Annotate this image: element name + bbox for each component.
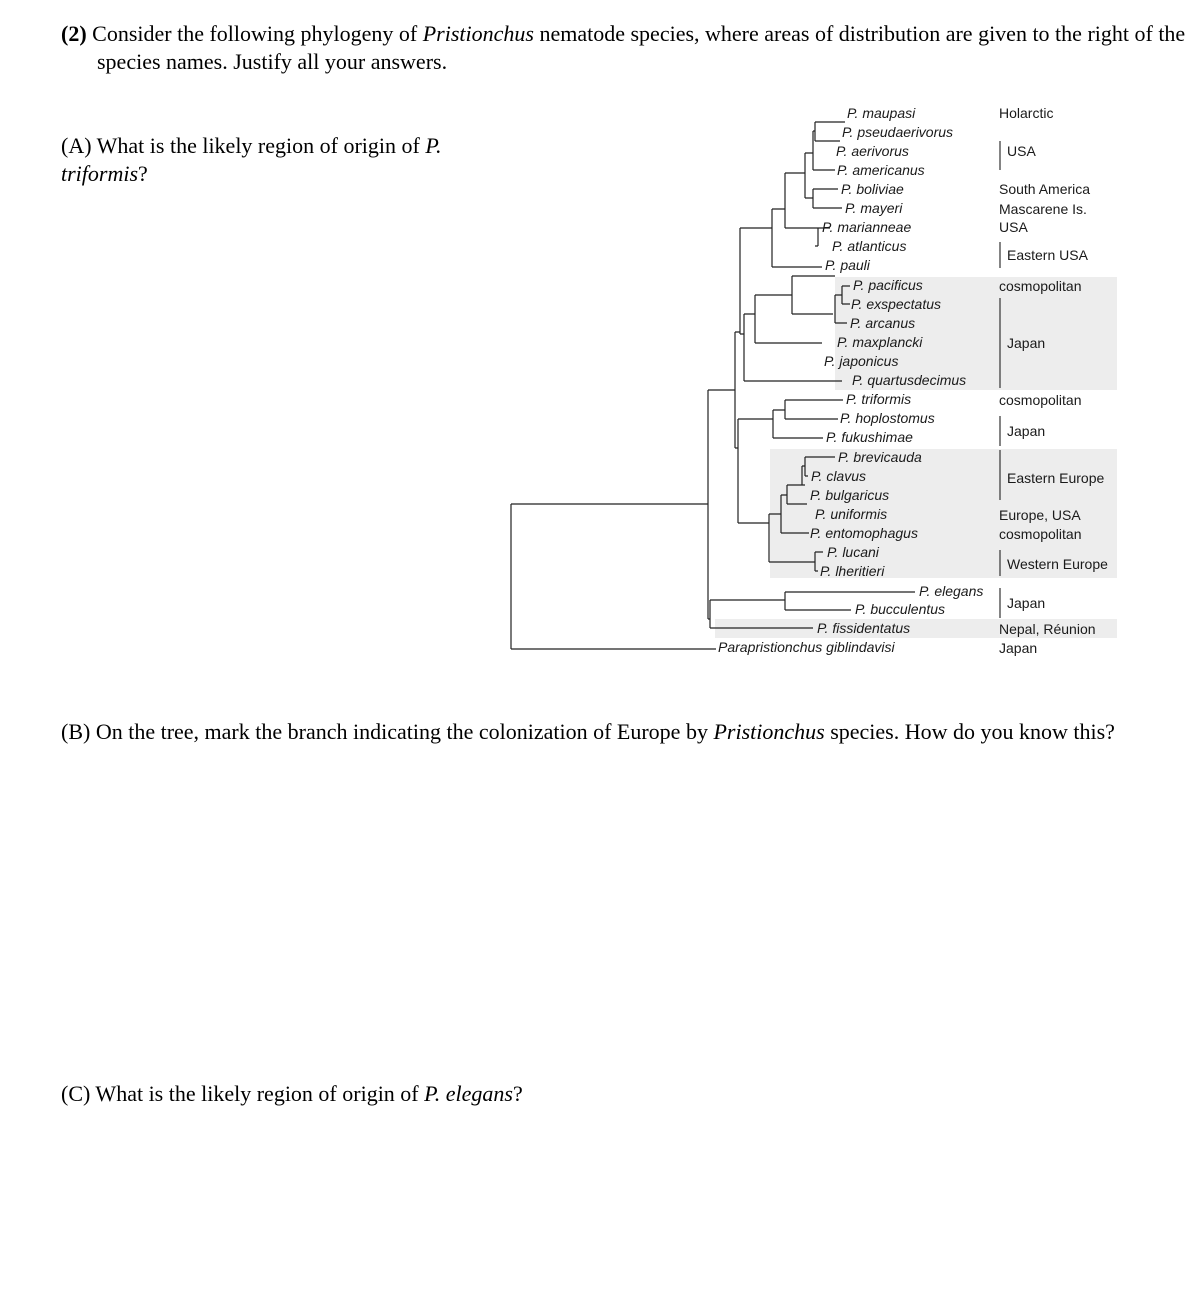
taxon-label: P. pauli <box>825 257 870 273</box>
region-label: South America <box>999 181 1091 197</box>
region-label: Japan <box>999 640 1038 656</box>
phylogeny-tree <box>505 98 1125 663</box>
taxon-label: P. elegans <box>919 583 984 599</box>
taxon-label: P. boliviae <box>841 181 904 197</box>
region-label: Eastern Europe <box>1007 470 1105 486</box>
taxon-label: P. marianneae <box>822 219 912 235</box>
taxon-label: P. maxplancki <box>837 334 923 350</box>
region-label: Japan <box>1007 335 1046 351</box>
region-label: cosmopolitan <box>999 526 1082 542</box>
taxon-label: Parapristionchus giblindavisi <box>718 639 895 655</box>
region-label: USA <box>1007 143 1036 159</box>
taxon-label: P. mayeri <box>845 200 903 216</box>
taxon-label: P. pacificus <box>853 277 923 293</box>
taxon-label: P. lheritieri <box>820 563 885 579</box>
taxon-label: P. japonicus <box>824 353 899 369</box>
region-label: cosmopolitan <box>999 278 1082 294</box>
region-label: Europe, USA <box>999 507 1081 523</box>
taxon-label: P. arcanus <box>850 315 916 331</box>
qb-genus: Pristionchus <box>713 719 825 744</box>
taxon-label: P. uniformis <box>815 506 888 522</box>
region-label: Western Europe <box>1007 556 1108 572</box>
question-b: (B) On the tree, mark the branch indicating the colonization of Europe by Pristionchus species. How do you know this? <box>61 719 1115 744</box>
region-label: Nepal, Réunion <box>999 621 1096 637</box>
intro-text-a: Consider the following phylogeny of <box>92 21 418 46</box>
taxon-label: P. clavus <box>811 468 866 484</box>
taxon-label: P. hoplostomus <box>840 410 935 426</box>
intro-genus: Pristionchus <box>422 21 534 46</box>
taxon-label: P. fissidentatus <box>817 620 911 636</box>
taxon-label: P. americanus <box>837 162 925 178</box>
question-number: (2) <box>61 21 87 46</box>
taxon-label: P. exspectatus <box>851 296 942 312</box>
intro-text-b: nematode species, where areas of distribution are given to the right of the species names. Justify all your answers. <box>97 21 1186 74</box>
question-a: (A) What is the likely region of origin of P. triformis? <box>61 133 442 186</box>
region-label: Mascarene Is. <box>999 201 1087 217</box>
taxon-label: P. bucculentus <box>855 601 946 617</box>
question-intro <box>61 20 1187 76</box>
taxon-label: P. lucani <box>827 544 879 560</box>
taxon-label: P. brevicauda <box>838 449 922 465</box>
taxon-label: P. maupasi <box>847 105 916 121</box>
taxon-label: P. fukushimae <box>826 429 913 445</box>
taxon-label: P. bulgaricus <box>810 487 890 503</box>
region-label: Japan <box>1007 595 1046 611</box>
region-label: USA <box>999 219 1028 235</box>
qa-species: P. triformis <box>61 133 442 186</box>
region-label: Japan <box>1007 423 1046 439</box>
taxon-label: P. entomophagus <box>810 525 918 541</box>
taxon-label: P. triformis <box>846 391 912 407</box>
question-c: (C) What is the likely region of origin of P. elegans? <box>61 1081 523 1106</box>
taxon-label: P. atlanticus <box>832 238 907 254</box>
region-label: cosmopolitan <box>999 392 1082 408</box>
qc-species: P. elegans <box>424 1081 513 1106</box>
taxon-label: P. quartusdecimus <box>852 372 967 388</box>
region-label: Eastern USA <box>1007 247 1088 263</box>
taxon-label: P. pseudaerivorus <box>842 124 954 140</box>
region-label: Holarctic <box>999 105 1054 121</box>
taxon-label: P. aerivorus <box>836 143 909 159</box>
